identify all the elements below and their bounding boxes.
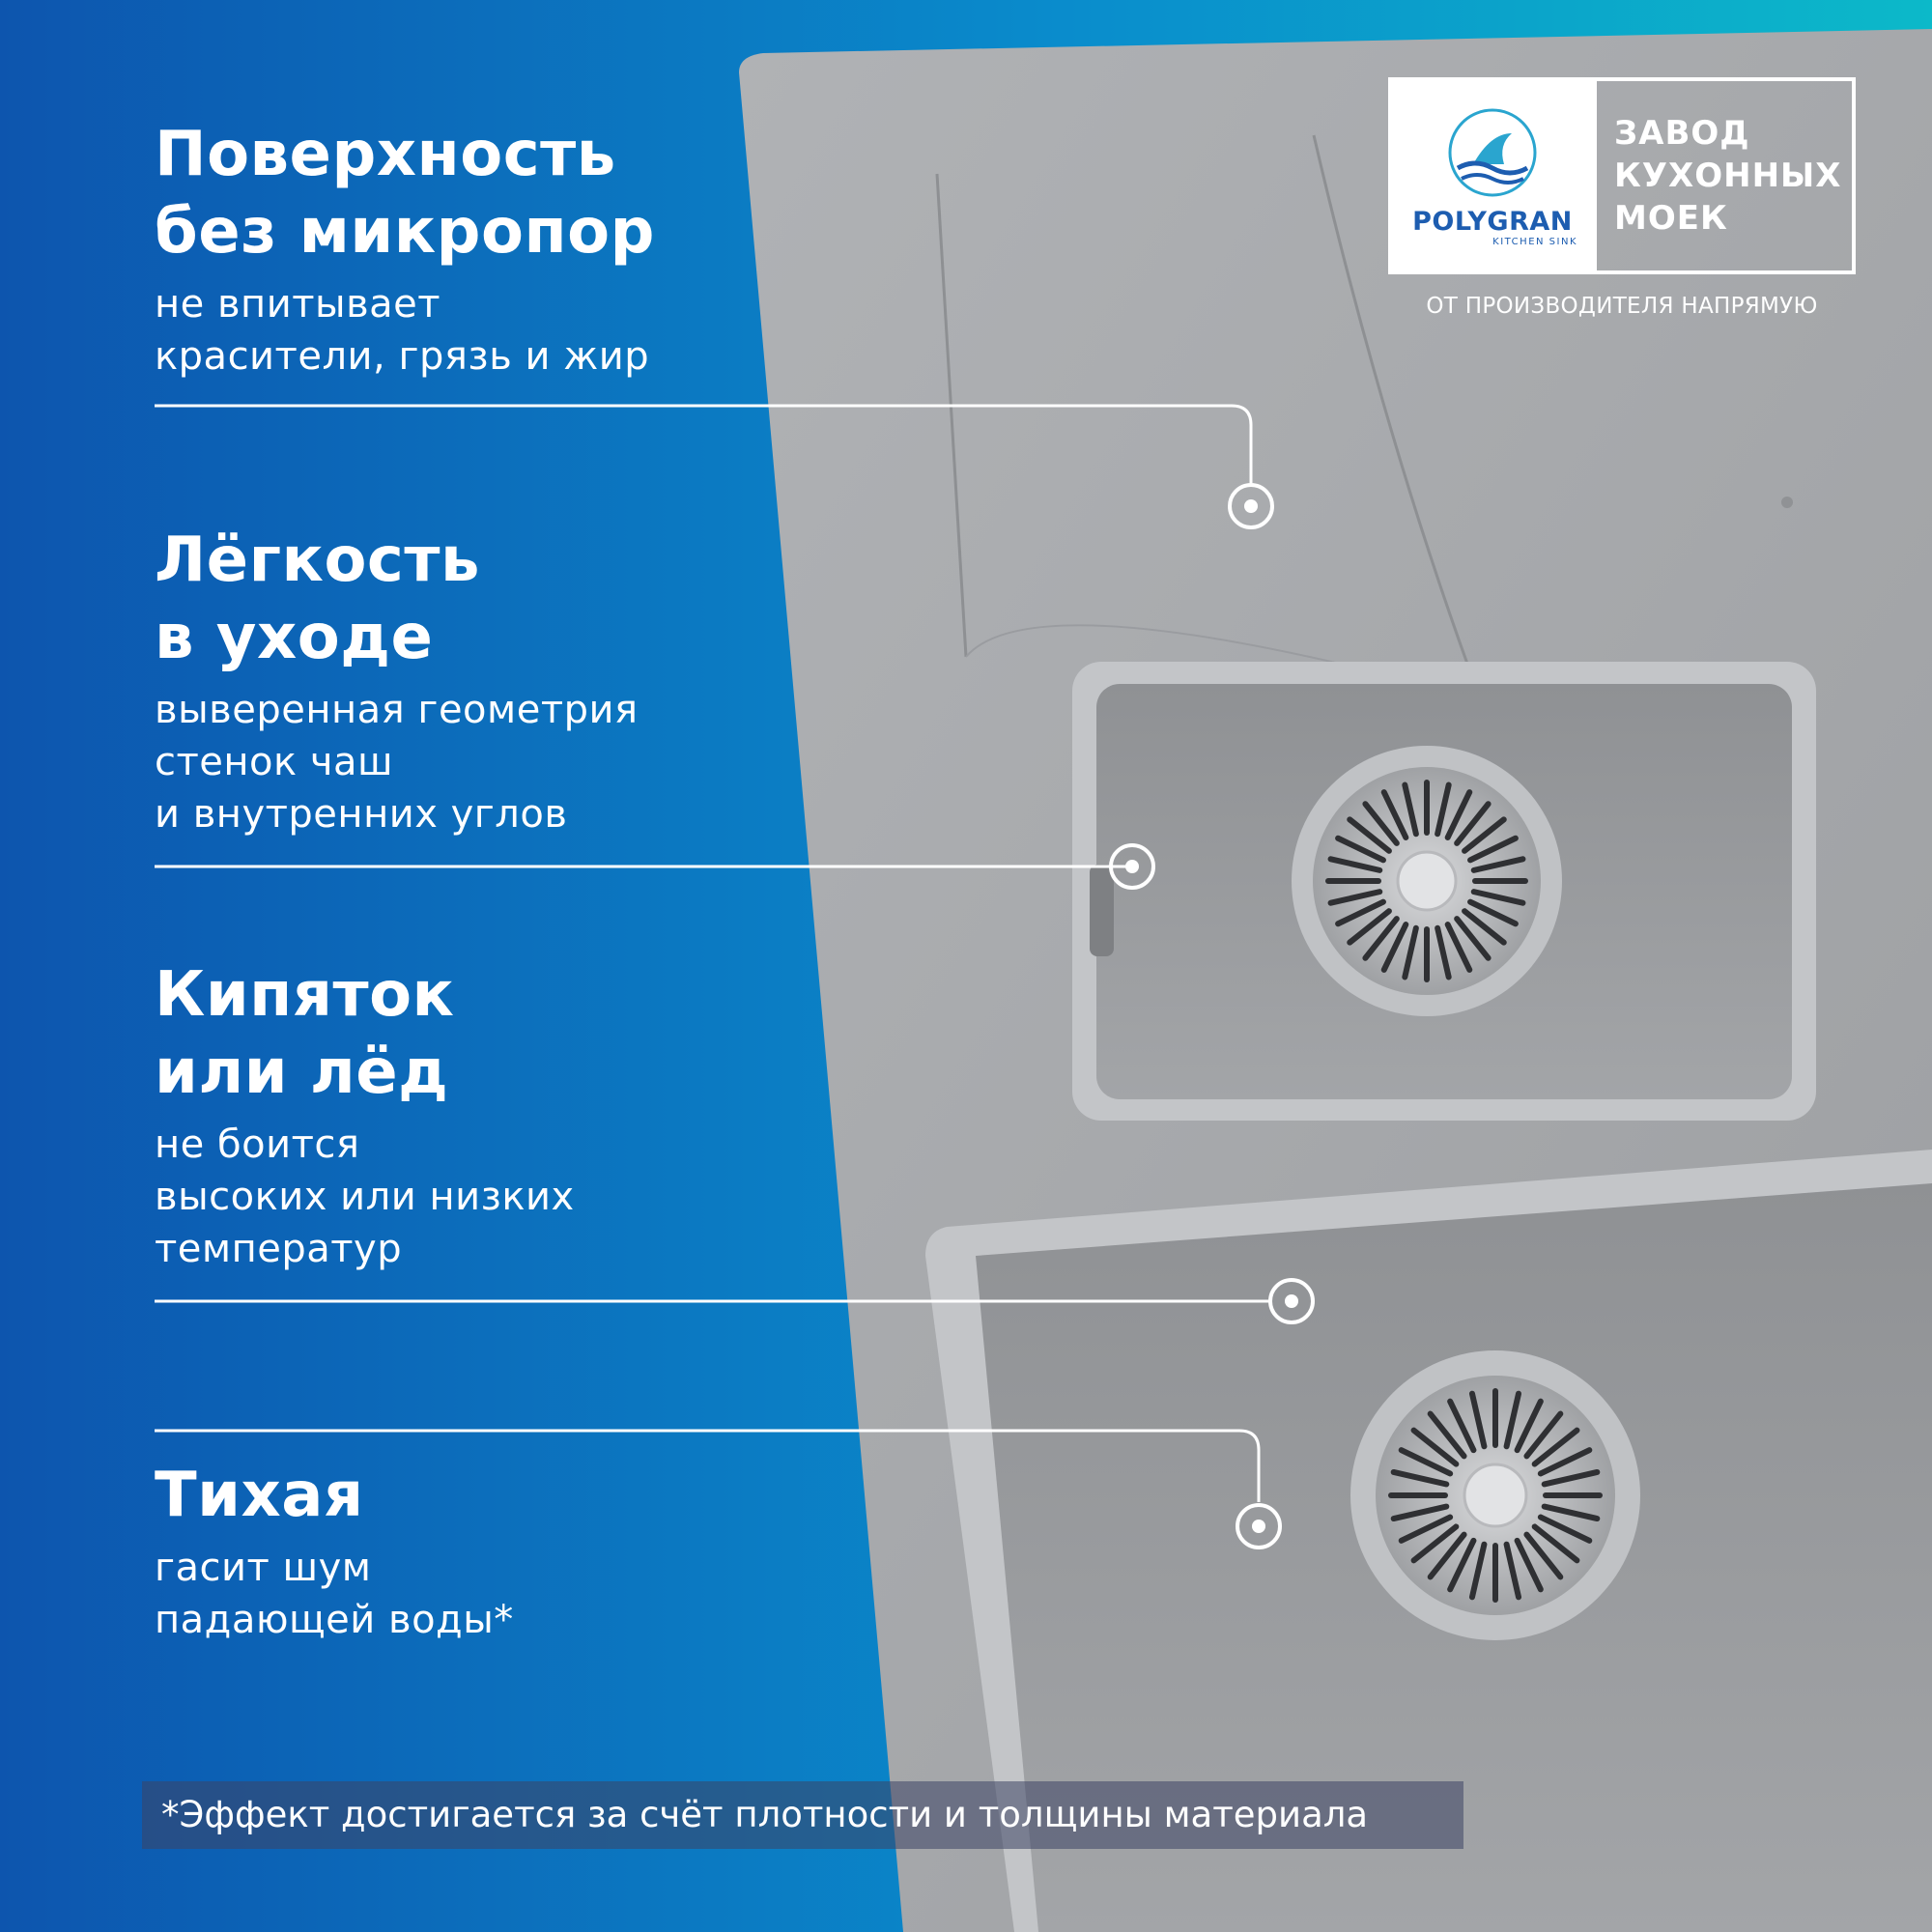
feature-description: не боится высоких или низких температур — [155, 1122, 575, 1271]
footnote: *Эффект достигается за счёт плотности и толщины материала — [142, 1781, 1463, 1849]
brand-name: POLYGRAN — [1412, 207, 1573, 237]
feature-title: Кипяток или лёд — [155, 959, 455, 1108]
factory-line: МОЕК — [1614, 199, 1728, 238]
wave-logo-icon — [1444, 104, 1541, 201]
feature-title: Лёгкость в уходе — [155, 525, 480, 673]
brand-subtitle: KITCHEN SINK — [1492, 237, 1577, 247]
small-bowl — [1072, 662, 1816, 1121]
factory-line: ЗАВОД — [1614, 114, 1750, 153]
feature-title: Тихая — [155, 1460, 364, 1531]
feature-title: Поверхность без микропор — [155, 119, 655, 268]
feature-care — [155, 522, 639, 840]
feature-temperature — [155, 956, 575, 1275]
brand-mark — [1392, 81, 1593, 270]
feature-quiet — [155, 1457, 514, 1646]
feature-description: не впитывает красители, грязь и жир — [155, 282, 650, 379]
feature-description: выверенная геометрия стенок чаш и внутренних углов — [155, 688, 639, 837]
feature-surface — [155, 116, 655, 383]
feature-description: гасит шум падающей воды* — [155, 1546, 514, 1642]
brand-tagline: ОТ ПРОИЗВОДИТЕЛЯ НАПРЯМУЮ — [1426, 294, 1818, 319]
factory-line: КУХОННЫХ — [1614, 156, 1842, 195]
brand-logo — [1388, 77, 1856, 274]
factory-label — [1593, 81, 1852, 270]
